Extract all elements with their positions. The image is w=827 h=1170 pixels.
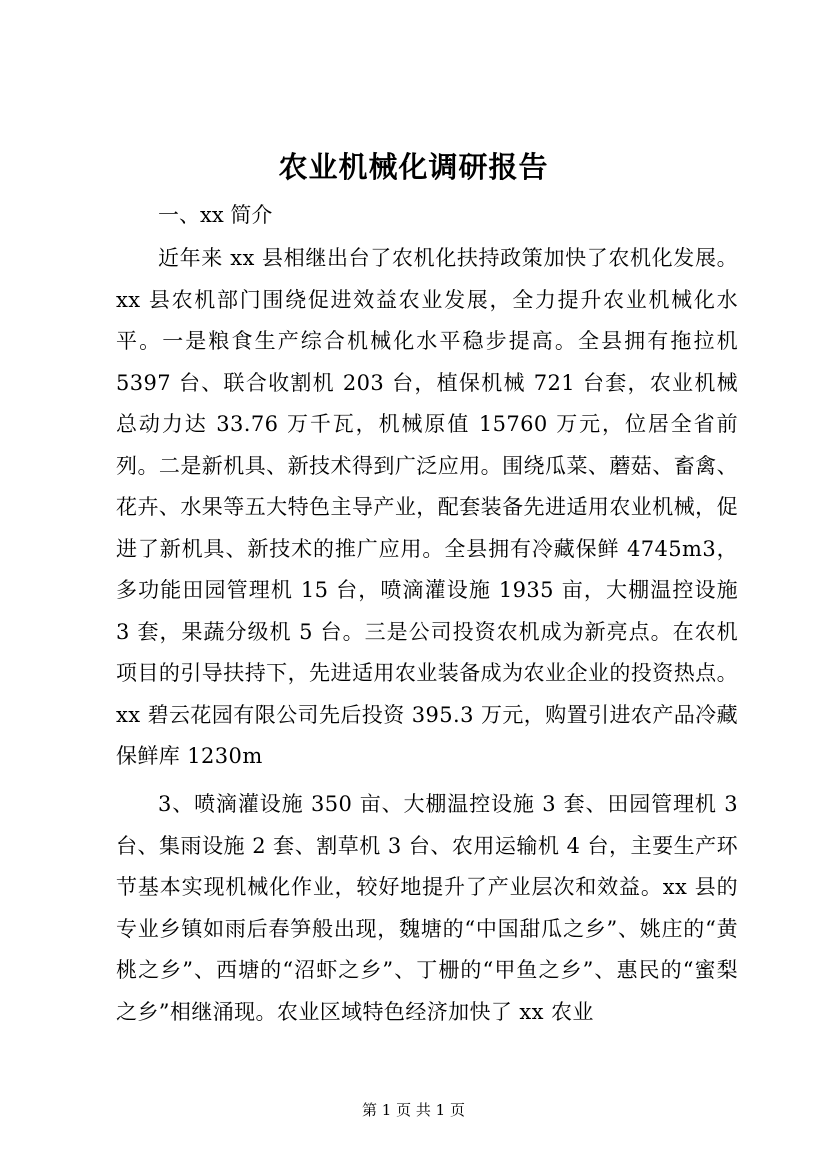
page-footer: 第 1 页 共 1 页 — [362, 1101, 465, 1119]
body-paragraph: 近年来 xx 县相继出台了农机化扶持政策加快了农机化发展。xx 县农机部门围绕促进效益农业发展，全力提升农业机械化水平。一是粮食生产综合机械化水平稳步提高。全县拥有拖拉机 5397 台、联合收割机 203 台，植保机械 721 台套，农业机械总动力达 33.76 万千瓦，机械原值 15760 万元，位居全省前列。二是新机具、新技术得到广泛应用。围绕瓜菜、蘑菇、畜禽、花卉、水果等五大特色主导产业，配套装备先进适用农业机械，促进了新机具、新技术的推广应用。全县拥有冷藏保鲜 4745m3，多功能田园管理机 15 台，喷滴灌设施 1935 亩，大棚温控设施 3 套，果蔬分级机 5 台。三是公司投资农机成为新亮点。在农机项目的引导扶持下，先进适用农业装备成为农业企业的投资热点。xx 碧云花园有限公司先后投资 395.3 万元，购置引进农产品冷藏保鲜库 1230m — [116, 246, 738, 768]
section-heading: 一、xx 简介 — [158, 203, 273, 227]
body-paragraph: 3、喷滴灌设施 350 亩、大棚温控设施 3 套、田园管理机 3 台、集雨设施 2 套、割草机 3 台、农用运输机 4 台，主要生产环节基本实现机械化作业，较好地提升了产业层次和效益。xx 县的专业乡镇如雨后春笋般出现，魏塘的“中国甜瓜之乡”、姚庄的“黄桃之乡”、西塘的“沼虾之乡”、丁栅的“甲鱼之乡”、惠民的“蜜梨之乡”相继涌现。农业区域特色经济加快了 xx 农业 — [116, 792, 738, 1024]
document-title: 农业机械化调研报告 — [278, 150, 549, 184]
